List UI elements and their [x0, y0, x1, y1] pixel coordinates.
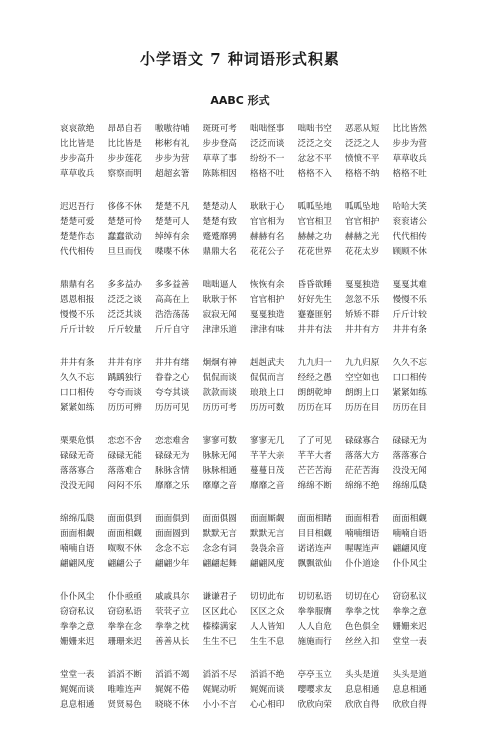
word-cell: 历历可辨 [107, 403, 142, 413]
word-row [60, 167, 440, 182]
word-row [60, 293, 440, 308]
word-row [60, 356, 440, 371]
word-cell: 泛泛之交 [297, 139, 332, 149]
word-cell: 步步莲花 [107, 154, 142, 164]
word-cell: 代代相传 [60, 247, 95, 257]
word-cell: 格格不吐 [392, 169, 427, 179]
word-cell: 斑斑可考 [202, 124, 237, 134]
word-cell: 格格不吐 [250, 169, 285, 179]
word-cell: 鼎鼎大名 [202, 247, 237, 257]
word-cell: 堂堂一表 [392, 637, 427, 647]
word-cell: 历历可见 [155, 403, 190, 413]
word-row [60, 152, 440, 167]
word-cell: 久久不忘 [60, 373, 95, 383]
word-cell: 赫赫之光 [345, 232, 380, 242]
word-cell: 嘤嘤求友 [297, 685, 332, 695]
word-cell: 紧紧如练 [392, 388, 427, 398]
word-cell: 步步登高 [202, 139, 237, 149]
word-cell: 丝丝入扣 [345, 637, 380, 647]
word-cell: 芊芊大亲 [250, 451, 285, 461]
word-cell: 面面俱到 [155, 514, 190, 524]
word-cell: 泛泛之谈 [107, 295, 142, 305]
word-cell: 靡靡之音 [250, 481, 285, 491]
word-cell: 格格不入 [297, 169, 332, 179]
word-cell: 泛泛而谈 [250, 139, 285, 149]
word-cell: 赫赫之功 [297, 232, 332, 242]
word-cell: 步步高升 [60, 154, 95, 164]
word-cell: 切切此布 [250, 592, 285, 602]
word-row [60, 449, 440, 464]
word-row [60, 371, 440, 386]
word-cell: 超超玄箸 [155, 169, 190, 179]
word-cell: 察察而明 [107, 169, 142, 179]
word-cell: 区区之众 [250, 607, 285, 617]
word-cell: 愤愤不平 [345, 154, 380, 164]
word-cell: 色色俱全 [345, 622, 380, 632]
word-cell: 人人皆知 [250, 622, 285, 632]
word-cell: 芒芒苦海 [297, 466, 332, 476]
word-cell: 心心相印 [250, 700, 285, 710]
word-cell: 靡靡之乐 [155, 481, 190, 491]
word-row [60, 590, 440, 605]
word-cell: 恶恶从短 [345, 124, 380, 134]
word-cell: 朗朗乾坤 [297, 388, 332, 398]
word-cell: 喃喃自语 [392, 529, 427, 539]
word-cell: 侃侃而谈 [202, 373, 237, 383]
word-cell: 浩浩荡荡 [155, 310, 190, 320]
word-cell: 飘飘欲仙 [297, 559, 332, 569]
word-cell: 脉脉无闻 [202, 451, 237, 461]
word-row [60, 464, 440, 479]
word-cell: 空空如也 [345, 373, 380, 383]
word-cell: 落落寡合 [392, 451, 427, 461]
word-cell: 翩翩少年 [155, 559, 190, 569]
word-cell: 呱呱坠地 [297, 202, 332, 212]
word-cell: 头头是道 [392, 670, 427, 680]
word-cell: 窃窃私语 [107, 607, 142, 617]
word-row [60, 620, 440, 635]
word-cell: 戛戛其难 [392, 280, 427, 290]
word-cell: 琅琅上口 [250, 388, 285, 398]
word-block [60, 278, 440, 338]
word-cell: 戚戚具尔 [155, 592, 190, 602]
word-cell: 翩翩公子 [107, 559, 142, 569]
word-row [60, 308, 440, 323]
word-cell: 面面相觑 [60, 529, 95, 539]
word-cell: 靡靡之音 [202, 481, 237, 491]
word-cell: 井井有法 [297, 325, 332, 335]
word-cell: 生生不息 [250, 637, 285, 647]
word-cell: 多多益办 [107, 280, 142, 290]
word-cell: 唯唯连声 [107, 685, 142, 695]
word-row [60, 512, 440, 527]
word-cell: 人人自危 [297, 622, 332, 632]
word-cell: 面面俱到 [107, 514, 142, 524]
word-cell: 口口相传 [60, 388, 95, 398]
word-cell: 花花太岁 [345, 247, 380, 257]
word-cell: 欣欣自得 [392, 700, 427, 710]
word-cell: 翩翩风度 [392, 544, 427, 554]
word-cell: 忽忽不乐 [345, 295, 380, 305]
word-cell: 落落大方 [345, 451, 380, 461]
word-cell: 面面相觑 [107, 529, 142, 539]
word-cell: 侈侈不休 [107, 202, 142, 212]
word-cell: 踽踽独行 [107, 373, 142, 383]
word-cell: 闷闷不乐 [107, 481, 142, 491]
word-cell: 历历在目 [345, 403, 380, 413]
word-cell: 嗷嗷待哺 [155, 124, 190, 134]
word-cell: 紧紧如练 [60, 403, 95, 413]
word-cell: 绵绵瓜瓞 [392, 481, 427, 491]
word-cell: 官官相卫 [297, 217, 332, 227]
word-cell: 头头是道 [345, 670, 380, 680]
word-cell: 切切在心 [345, 592, 380, 602]
word-cell: 呶呶不休 [107, 544, 142, 554]
word-cell: 翩翩风度 [250, 559, 285, 569]
word-cell: 赫赫有名 [250, 232, 285, 242]
word-cell: 面面相睹 [297, 514, 332, 524]
word-cell: 朗朗上口 [345, 388, 380, 398]
word-row [60, 323, 440, 338]
word-cell: 念念有词 [202, 544, 237, 554]
word-cell: 代代相传 [392, 232, 427, 242]
word-cell: 楚楚有致 [202, 217, 237, 227]
word-cell: 高高在上 [155, 295, 190, 305]
word-cell: 历历可数 [250, 403, 285, 413]
word-cell: 蔓蔓日茂 [250, 466, 285, 476]
word-cell: 经经之愚 [297, 373, 332, 383]
word-cell: 九九归一 [297, 358, 332, 368]
word-cell: 落落寡合 [60, 466, 95, 476]
word-cell: 旦旦而伐 [107, 247, 142, 257]
word-cell: 草草收兵 [60, 169, 95, 179]
section-heading: AABC 形式 [210, 94, 270, 107]
word-cell: 寂寂无闻 [202, 310, 237, 320]
word-cell: 了了可见 [297, 436, 332, 446]
word-cell: 侃侃而言 [250, 373, 285, 383]
word-cell: 仆仆风尘 [392, 559, 427, 569]
word-cell: 井井有条 [392, 325, 427, 335]
word-cell: 息息相通 [345, 685, 380, 695]
word-cell: 矫矫不群 [345, 310, 380, 320]
word-cell: 面面圆到 [155, 529, 190, 539]
word-cell: 耿耿于心 [250, 202, 285, 212]
word-row [60, 605, 440, 620]
word-cell: 比比皆然 [392, 124, 427, 134]
word-cell: 井井有条 [60, 358, 95, 368]
word-cell: 斤斤自守 [155, 325, 190, 335]
word-cell: 呱呱坠地 [345, 202, 380, 212]
word-cell: 碌碌无为 [155, 451, 190, 461]
word-cell: 默默无言 [250, 529, 285, 539]
word-cell: 比比皆是 [107, 139, 142, 149]
word-cell: 咄咄怪事 [250, 124, 285, 134]
word-cell: 楚楚可怜 [107, 217, 142, 227]
word-cell: 比比皆是 [60, 139, 95, 149]
word-cell: 官官相护 [250, 295, 285, 305]
word-cell: 没没无闻 [392, 466, 427, 476]
word-row [60, 137, 440, 152]
word-cell: 茫茫苦海 [345, 466, 380, 476]
word-cell: 拳拳之枕 [155, 622, 190, 632]
word-cell: 面面相看 [345, 514, 380, 524]
word-cell: 九九归原 [345, 358, 380, 368]
word-cell: 欣欣自得 [345, 700, 380, 710]
word-cell: 恋恋难舍 [155, 436, 190, 446]
word-cell: 眷眷之心 [155, 373, 190, 383]
word-cell: 井井有方 [345, 325, 380, 335]
word-cell: 步步为营 [392, 139, 427, 149]
word-cell: 慢慢不乐 [392, 295, 427, 305]
word-cell: 恋恋不舍 [107, 436, 142, 446]
word-row [60, 230, 440, 245]
word-row [60, 527, 440, 542]
word-cell: 谦谦君子 [202, 592, 237, 602]
word-cell: 草草了事 [202, 154, 237, 164]
word-cell: 滔滔不尽 [202, 670, 237, 680]
word-row [60, 542, 440, 557]
word-cell: 衮衮诸公 [392, 217, 427, 227]
word-cell: 娓娓动听 [202, 685, 237, 695]
word-row [60, 386, 440, 401]
word-cell: 滔滔不竭 [155, 670, 190, 680]
word-cell: 绵绵瓜瓞 [60, 514, 95, 524]
word-cell: 袅袅余音 [250, 544, 285, 554]
word-cell: 亭亭玉立 [297, 670, 332, 680]
word-cell: 小小不言 [202, 700, 237, 710]
word-cell: 碌碌无能 [107, 451, 142, 461]
word-row [60, 278, 440, 293]
word-cell: 碌碌无奇 [60, 451, 95, 461]
word-cell: 哈哈大笑 [392, 202, 427, 212]
word-cell: 切切私语 [297, 592, 332, 602]
word-cell: 楚楚可人 [155, 217, 190, 227]
word-cell: 夸夸而谈 [107, 388, 142, 398]
word-block [60, 512, 440, 572]
word-cell: 区区此心 [202, 607, 237, 617]
word-cell: 彬彬有礼 [155, 139, 190, 149]
word-cell: 脉脉含情 [155, 466, 190, 476]
word-cell: 斤斤计较 [60, 325, 95, 335]
word-cell: 哀哀欲绝 [60, 124, 95, 134]
word-block [60, 434, 440, 494]
document-title: 小学语文 7 种词语形式积累 [140, 50, 340, 68]
word-cell: 陈陈相因 [202, 169, 237, 179]
word-cell: 翩翩起舞 [202, 559, 237, 569]
word-cell: 目目相觑 [297, 529, 332, 539]
word-cell: 历历可考 [202, 403, 237, 413]
word-cell: 拳拳之意 [392, 607, 427, 617]
word-cell: 拳拳服膺 [297, 607, 332, 617]
word-cell: 津津乐道 [202, 325, 237, 335]
word-cell: 善善从长 [155, 637, 190, 647]
word-cell: 斤斤计较 [392, 310, 427, 320]
word-cell: 面面俱圆 [202, 514, 237, 524]
word-block [60, 122, 440, 182]
word-cell: 花花公子 [250, 247, 285, 257]
word-cell: 碌碌无为 [392, 436, 427, 446]
word-cell: 面面相觑 [392, 514, 427, 524]
word-cell: 栗栗危惧 [60, 436, 95, 446]
word-cell: 窃窃私议 [60, 607, 95, 617]
word-cell: 息息相通 [392, 685, 427, 695]
word-row [60, 245, 440, 260]
word-cell: 好好先生 [297, 295, 332, 305]
word-cell: 津津有味 [250, 325, 285, 335]
word-cell: 姗姗来迟 [60, 637, 95, 647]
word-list [60, 122, 440, 731]
word-cell: 款款而谈 [202, 388, 237, 398]
word-cell: 贤贤易色 [107, 700, 142, 710]
word-cell: 仆仆亟亟 [107, 592, 142, 602]
word-cell: 息息相通 [60, 700, 95, 710]
word-cell: 咄咄书空 [297, 124, 332, 134]
word-cell: 绵绵不断 [297, 481, 332, 491]
word-row [60, 557, 440, 572]
word-cell: 纷纷不一 [250, 154, 285, 164]
word-cell: 仆仆风尘 [60, 592, 95, 602]
word-row [60, 434, 440, 449]
word-cell: 泛泛其谈 [107, 310, 142, 320]
word-row [60, 668, 440, 683]
word-block [60, 668, 440, 713]
word-row [60, 215, 440, 230]
word-cell: 井井有绪 [155, 358, 190, 368]
word-cell: 寥寥可数 [202, 436, 237, 446]
word-row [60, 479, 440, 494]
word-cell: 绵绵不绝 [345, 481, 380, 491]
word-cell: 楚楚不凡 [155, 202, 190, 212]
word-cell: 榛榛满家 [202, 622, 237, 632]
word-cell: 蹙蹙靡骋 [202, 232, 237, 242]
word-cell: 花花世界 [297, 247, 332, 257]
word-row [60, 698, 440, 713]
word-cell: 堂堂一表 [60, 670, 95, 680]
word-cell: 脉脉相通 [202, 466, 237, 476]
word-cell: 碌碌寡合 [345, 436, 380, 446]
word-cell: 没没无闻 [60, 481, 95, 491]
word-cell: 晓晓不休 [155, 700, 190, 710]
word-cell: 楚楚作态 [60, 232, 95, 242]
word-cell: 慢慢不乐 [60, 310, 95, 320]
word-cell: 多多益善 [155, 280, 190, 290]
word-cell: 诺诺连声 [297, 544, 332, 554]
word-cell: 落落难合 [107, 466, 142, 476]
word-cell: 顾顾不休 [392, 247, 427, 257]
word-cell: 翩翩风度 [60, 559, 95, 569]
word-cell: 寥寥无几 [250, 436, 285, 446]
word-cell: 拳拳之意 [60, 622, 95, 632]
word-cell: 喋喋不休 [155, 247, 190, 257]
word-cell: 娓娓而谈 [250, 685, 285, 695]
word-cell: 拳拳在念 [107, 622, 142, 632]
word-cell: 口口相传 [392, 373, 427, 383]
word-cell: 井井有序 [107, 358, 142, 368]
word-cell: 楚楚可爱 [60, 217, 95, 227]
word-block [60, 590, 440, 650]
word-cell: 炯炯有神 [202, 358, 237, 368]
word-cell: 拳拳之忱 [345, 607, 380, 617]
word-cell: 恢恢有余 [250, 280, 285, 290]
word-cell: 昂昂自若 [107, 124, 142, 134]
word-row [60, 401, 440, 416]
word-cell: 绰绰有余 [155, 232, 190, 242]
word-cell: 斤斤较量 [107, 325, 142, 335]
word-cell: 迟迟吾行 [60, 202, 95, 212]
word-cell: 楚楚动人 [202, 202, 237, 212]
word-cell: 戛戛独造 [250, 310, 285, 320]
word-cell: 窃窃私议 [392, 592, 427, 602]
word-cell: 娓娓不倦 [155, 685, 190, 695]
word-cell: 忿忿不平 [297, 154, 332, 164]
word-cell: 历历在耳 [297, 403, 332, 413]
word-cell: 恩恩相报 [60, 295, 95, 305]
word-cell: 喃喃自语 [60, 544, 95, 554]
word-cell: 滔滔不绝 [250, 670, 285, 680]
word-cell: 步步为营 [155, 154, 190, 164]
word-cell: 仆仆道途 [345, 559, 380, 569]
word-cell: 娓娓而谈 [60, 685, 95, 695]
word-cell: 官官相为 [250, 217, 285, 227]
word-cell: 欣欣向荣 [297, 700, 332, 710]
word-row [60, 200, 440, 215]
word-row [60, 683, 440, 698]
word-row [60, 122, 440, 137]
word-row [60, 635, 440, 650]
word-cell: 咄咄逼人 [202, 280, 237, 290]
word-cell: 面面厮觑 [250, 514, 285, 524]
word-cell: 茕茕孑立 [155, 607, 190, 617]
word-cell: 昏昏欲睡 [297, 280, 332, 290]
word-cell: 久久不忘 [392, 358, 427, 368]
word-cell: 耿耿于怀 [202, 295, 237, 305]
word-cell: 格格不纳 [345, 169, 380, 179]
word-cell: 滔滔不断 [107, 670, 142, 680]
word-cell: 赳赳武夫 [250, 358, 285, 368]
word-cell: 戛戛独造 [345, 280, 380, 290]
word-cell: 芊芊大者 [297, 451, 332, 461]
word-cell: 鼎鼎有名 [60, 280, 95, 290]
word-cell: 泛泛之人 [345, 139, 380, 149]
word-cell: 蹇蹇匪躬 [297, 310, 332, 320]
word-cell: 珊珊来迟 [107, 637, 142, 647]
word-cell: 蠢蠢欲动 [107, 232, 142, 242]
word-cell: 施施而行 [297, 637, 332, 647]
word-cell: 喔喔连声 [345, 544, 380, 554]
word-cell: 默默无言 [202, 529, 237, 539]
word-block [60, 200, 440, 260]
word-cell: 念念不忘 [155, 544, 190, 554]
word-cell: 历历在目 [392, 403, 427, 413]
word-cell: 姗姗来迟 [392, 622, 427, 632]
word-cell: 喃喃细语 [345, 529, 380, 539]
word-cell: 草草收兵 [392, 154, 427, 164]
word-block [60, 356, 440, 416]
word-cell: 夸夸其谈 [155, 388, 190, 398]
word-cell: 官官相护 [345, 217, 380, 227]
word-cell: 生生不已 [202, 637, 237, 647]
